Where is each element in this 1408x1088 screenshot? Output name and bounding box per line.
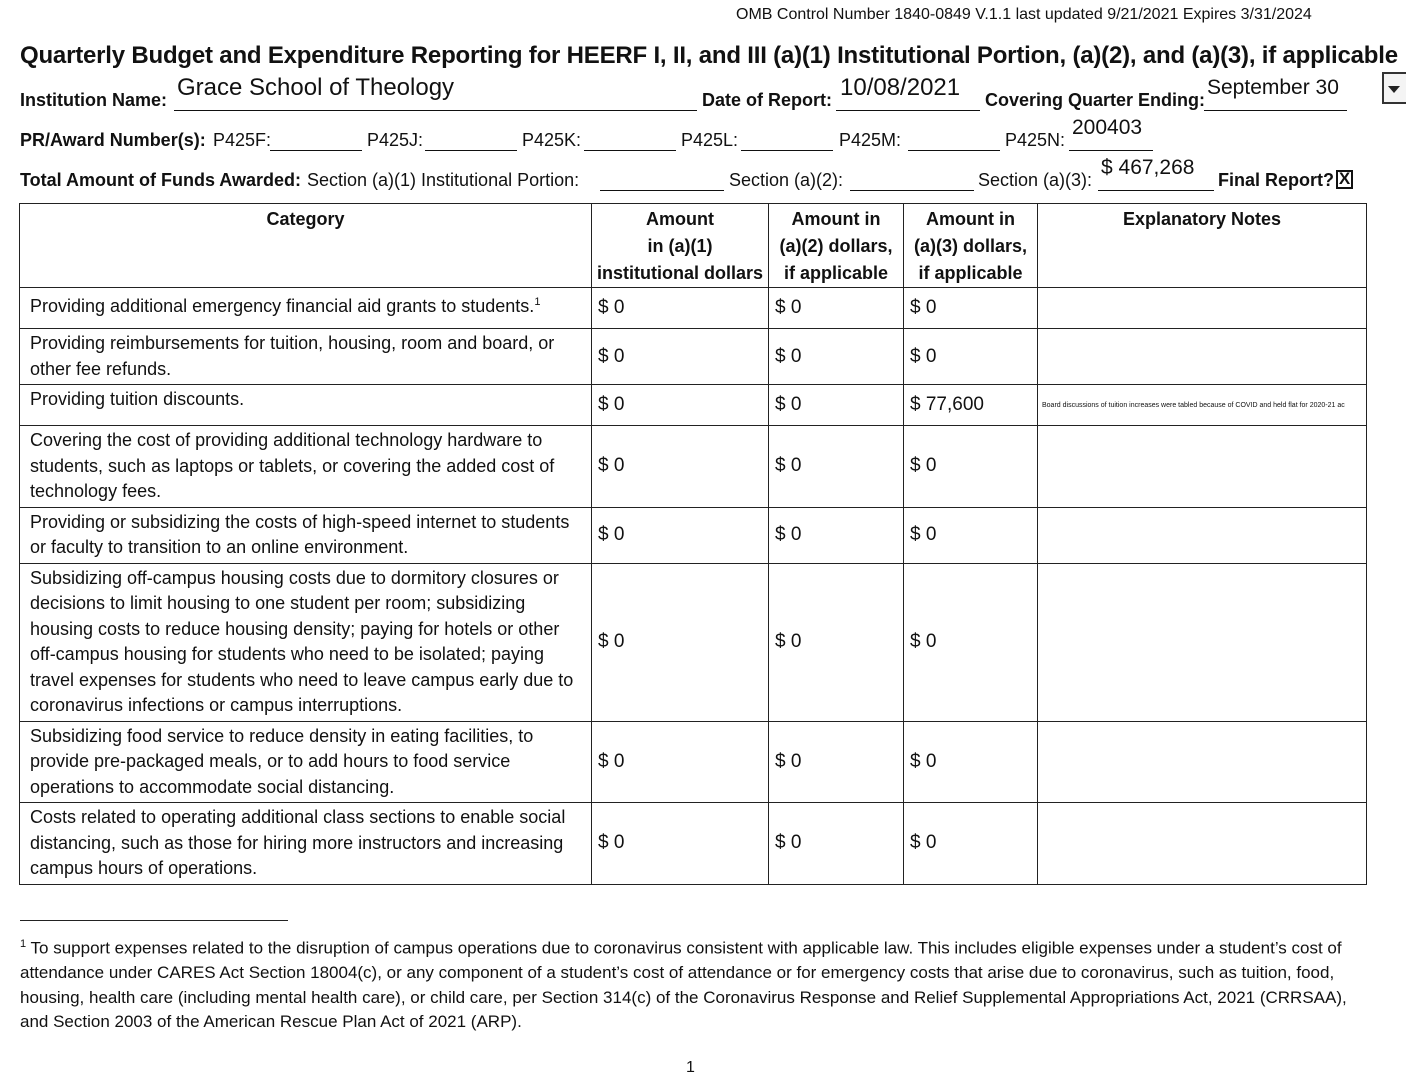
table-row	[20, 721, 1367, 803]
p425n-label: P425N:	[1005, 130, 1066, 150]
section-a3-line	[1098, 190, 1214, 191]
amount-a2-cell[interactable]: $ 0	[769, 507, 904, 563]
p425n-line	[1069, 150, 1153, 151]
amount-a3-cell[interactable]: $ 0	[904, 507, 1038, 563]
amount-a3-cell[interactable]: $ 0	[904, 803, 1038, 885]
notes-cell[interactable]	[1038, 803, 1367, 885]
amount-a2-cell[interactable]: $ 0	[769, 803, 904, 885]
notes-cell[interactable]	[1038, 563, 1367, 721]
notes-cell[interactable]	[1038, 507, 1367, 563]
p425j-field[interactable]	[425, 150, 517, 151]
header-a2-line-1: Amount in	[791, 209, 881, 229]
header-amount-a1	[592, 204, 769, 288]
category-text: Providing additional emergency financial aid grants to students.	[30, 296, 535, 316]
notes-cell[interactable]: Board discussions of tuition increases were tabled because of COVID and held flat for 2020-21 ac	[1038, 385, 1367, 426]
category-cell: Providing tuition discounts.	[20, 385, 592, 426]
footnote-ref: 1	[534, 296, 541, 308]
p425f-label: P425F:	[213, 130, 272, 150]
category-cell: Providing reimbursements for tuition, housing, room and board, or other fee refunds.	[20, 329, 592, 385]
amount-a1-cell[interactable]: $ 0	[592, 563, 769, 721]
notes-cell[interactable]	[1038, 721, 1367, 803]
category-cell: Providing or subsidizing the costs of high-speed internet to students or faculty to transition to an online environment.	[20, 507, 592, 563]
table-row	[20, 385, 1367, 426]
header-amount-a3	[904, 204, 1038, 288]
amount-a1-cell[interactable]: $ 0	[592, 329, 769, 385]
covering-quarter-line	[1204, 110, 1347, 111]
category-cell: Costs related to operating additional class sections to enable social distancing, such as those for hiring more instructors and increasing campus hours of operations.	[20, 803, 592, 885]
pr-award-label: PR/Award Number(s):	[20, 130, 206, 150]
header-a2-line-3: if applicable	[783, 263, 889, 283]
date-of-report-label: Date of Report:	[702, 90, 832, 110]
header-category: Category	[20, 204, 592, 288]
amount-a2-cell[interactable]: $ 0	[769, 563, 904, 721]
table-header-row	[20, 204, 1367, 288]
header-explanatory-notes: Explanatory Notes	[1038, 204, 1367, 288]
amount-a1-cell[interactable]: $ 0	[592, 721, 769, 803]
section-a1-field[interactable]	[600, 190, 724, 191]
p425m-label: P425M:	[839, 130, 902, 150]
header-a1-line-3: institutional dollars	[596, 263, 763, 283]
category-cell	[20, 288, 592, 329]
table-row	[20, 288, 1367, 329]
amount-a2-cell[interactable]: $ 0	[769, 329, 904, 385]
amount-a2-cell[interactable]: $ 0	[769, 288, 904, 329]
footnote-text: To support expenses related to the disruption of campus operations due to coronavirus consistent with applicable law. This includes eligible expenses under a student’s cost of attendance under CARES Act Section 18004(c), or any component of a student’s cost of attendance or for emergency costs that arise due to coronavirus, such as tuition, food, housing, health care (including mental health care), or child care, per Section 314(c) of the Coronavirus Response and Relief Supplemental Appropriations Act, 2021 (CRRSAA), and Section 2003 of the American Rescue Plan Act of 2021 (ARP).	[20, 938, 1347, 1032]
p425n-field[interactable]: 200403	[1072, 116, 1143, 139]
amount-a3-cell[interactable]: $ 77,600	[904, 385, 1038, 426]
p425k-label: P425K:	[522, 130, 582, 150]
table-row	[20, 426, 1367, 508]
section-a3-label: Section (a)(3):	[978, 170, 1093, 190]
amount-a2-cell[interactable]: $ 0	[769, 426, 904, 508]
expenditure-table	[19, 203, 1367, 885]
notes-cell[interactable]	[1038, 329, 1367, 385]
section-a2-label: Section (a)(2):	[729, 170, 844, 190]
header-amount-a2	[769, 204, 904, 288]
amount-a3-cell[interactable]: $ 0	[904, 288, 1038, 329]
amount-a1-cell[interactable]: $ 0	[592, 507, 769, 563]
omb-control-line: OMB Control Number 1840-0849 V.1.1 last updated 9/21/2021 Expires 3/31/2024	[736, 6, 1312, 23]
section-a3-field[interactable]: $ 467,268	[1101, 156, 1195, 179]
table-row	[20, 507, 1367, 563]
header-a1-line-2: in (a)(1)	[647, 236, 713, 256]
table-row	[20, 563, 1367, 721]
footnote	[20, 932, 1370, 1035]
amount-a3-cell[interactable]: $ 0	[904, 426, 1038, 508]
amount-a1-cell[interactable]: $ 0	[592, 803, 769, 885]
date-of-report-field[interactable]: 10/08/2021	[840, 74, 961, 101]
section-a1-label: Section (a)(1) Institutional Portion:	[307, 170, 580, 190]
p425m-field[interactable]	[908, 150, 1000, 151]
amount-a3-cell[interactable]: $ 0	[904, 721, 1038, 803]
covering-quarter-label: Covering Quarter Ending:	[985, 90, 1206, 110]
amount-a3-cell[interactable]: $ 0	[904, 563, 1038, 721]
p425l-label: P425L:	[681, 130, 739, 150]
table-row	[20, 803, 1367, 885]
covering-quarter-field[interactable]: September 30	[1207, 76, 1339, 99]
category-cell: Covering the cost of providing additional technology hardware to students, such as laptops or tablets, or covering the added cost of technology fees.	[20, 426, 592, 508]
section-a2-field[interactable]	[850, 190, 974, 191]
final-report-checkbox[interactable]: X	[1336, 170, 1353, 189]
table-row	[20, 329, 1367, 385]
header-a2-line-2: (a)(2) dollars,	[779, 236, 893, 256]
category-cell: Subsidizing off-campus housing costs due to dormitory closures or decisions to limit housing to one student per room; subsidizing housing costs to reduce housing density; paying for hotels or other off-campus housing for students who need to be isolated; paying travel expenses for students who need to leave campus early due to coronavirus infections or campus interruptions.	[20, 563, 592, 721]
category-cell: Subsidizing food service to reduce density in eating facilities, to provide pre-packaged meals, or to add hours to food service operations to accommodate social distancing.	[20, 721, 592, 803]
header-a3-line-1: Amount in	[926, 209, 1015, 229]
chevron-down-icon[interactable]	[1382, 72, 1406, 104]
p425l-field[interactable]	[741, 150, 833, 151]
header-a3-line-3: if applicable	[918, 263, 1023, 283]
amount-a2-cell[interactable]: $ 0	[769, 385, 904, 426]
p425k-field[interactable]	[584, 150, 676, 151]
p425j-label: P425J:	[367, 130, 424, 150]
p425f-field[interactable]	[270, 150, 362, 151]
page-title: Quarterly Budget and Expenditure Reporting for HEERF I, II, and III (a)(1) Institutional Portion, (a)(2), and (a)(3), if applicable	[20, 42, 1398, 69]
award-numbers-row	[20, 116, 1380, 158]
final-report-label: Final Report?	[1218, 170, 1334, 190]
header-a1-line-1: Amount	[646, 209, 714, 229]
institution-name-field[interactable]: Grace School of Theology	[177, 74, 455, 101]
page-number: 1	[686, 1059, 695, 1076]
institution-name-label: Institution Name:	[20, 90, 167, 110]
amount-a3-cell[interactable]: $ 0	[904, 329, 1038, 385]
amount-a1-cell[interactable]: $ 0	[592, 385, 769, 426]
amount-a1-cell[interactable]: $ 0	[592, 426, 769, 508]
institution-name-line	[174, 110, 697, 111]
notes-cell[interactable]	[1038, 426, 1367, 508]
amount-a2-cell[interactable]: $ 0	[769, 721, 904, 803]
header-a3-line-2: (a)(3) dollars,	[913, 236, 1028, 256]
institution-row	[20, 74, 1380, 118]
notes-cell[interactable]	[1038, 288, 1367, 329]
total-funds-row	[20, 156, 1380, 198]
footnote-divider	[20, 920, 288, 921]
total-funds-label: Total Amount of Funds Awarded:	[20, 170, 301, 190]
date-of-report-line	[836, 110, 980, 111]
footnote-marker: 1	[20, 938, 27, 950]
amount-a1-cell[interactable]: $ 0	[592, 288, 769, 329]
